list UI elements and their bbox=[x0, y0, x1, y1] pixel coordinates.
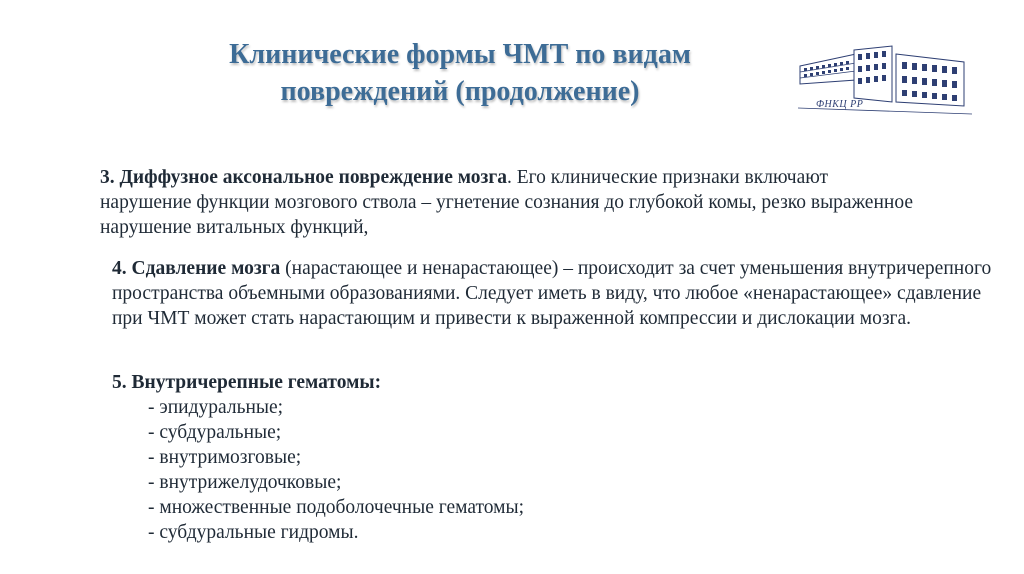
slide-title bbox=[150, 36, 770, 110]
item-5-heading: 5. Внутричерепные гематомы: bbox=[112, 372, 382, 393]
item-5 bbox=[112, 370, 992, 545]
title-line-2: повреждений (продолжение) bbox=[280, 76, 640, 107]
logo-caption: ФНКЦ РР bbox=[816, 99, 864, 110]
item-4-body: (нарастающее и ненарастающее) – происходит за счет уменьшения внутричерепного пространства объемными образованиями. Следует иметь в виду, что любое «ненарастающее» сдавление при ЧМТ может стать нарастающим и привести к выраженной компрессии и дислокации мозга. bbox=[112, 258, 992, 329]
list-item: - внутрижелудочковые; bbox=[148, 470, 992, 495]
list-item: - субдуральные гидромы. bbox=[148, 520, 992, 545]
list-item: - внутримозговые; bbox=[148, 445, 992, 470]
item-3-body: . Его клинические признаки включают нарушение функции мозгового ствола – угнетение сознания до глубокой комы, резко выраженное нарушение витальных функций, bbox=[100, 167, 913, 238]
item-3 bbox=[100, 165, 920, 240]
item-3-heading: 3. Диффузное аксональное повреждение мозга bbox=[100, 167, 507, 188]
hematoma-list bbox=[112, 395, 992, 545]
item-4 bbox=[112, 256, 992, 331]
list-item: - субдуральные; bbox=[148, 420, 992, 445]
list-item: - множественные подоболочечные гематомы; bbox=[148, 495, 992, 520]
title-line-1: Клинические формы ЧМТ по видам bbox=[229, 39, 691, 70]
list-item: - эпидуральные; bbox=[148, 395, 992, 420]
item-4-heading: 4. Сдавление мозга bbox=[112, 258, 281, 279]
